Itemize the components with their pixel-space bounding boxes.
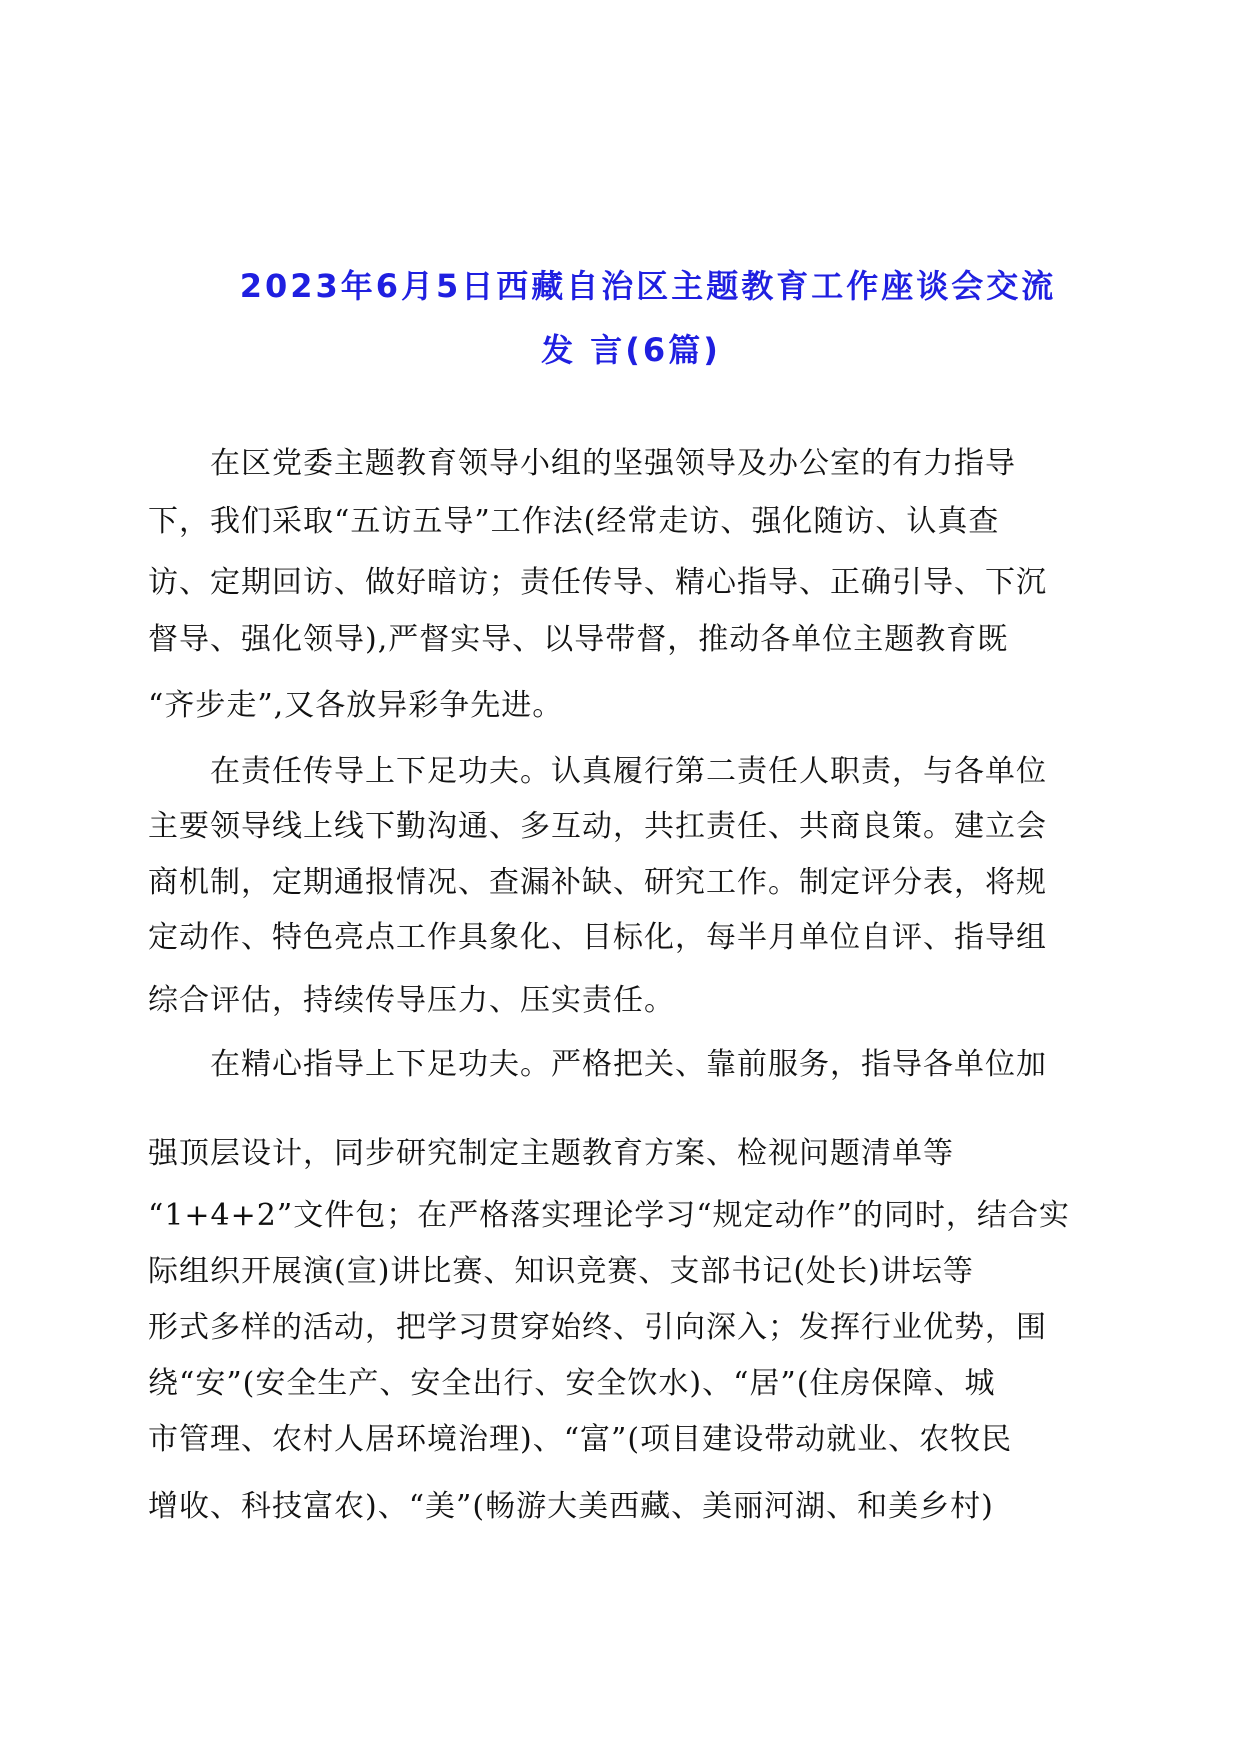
paragraph-3-line-7: 市管理、农村人居环境治理)、“富”(项目建设带动就业、农牧民 (148, 1422, 1013, 1457)
document-title-line-1: 2023年6月5日西藏自治区主题教育工作座谈会交流 (239, 267, 1057, 305)
paragraph-2-line-2: 主要领导线上线下勤沟通、多互动，共扛责任、共商良策。建立会 (148, 809, 1047, 844)
paragraph-2-line-3: 商机制，定期通报情况、查漏补缺、研究工作。制定评分表，将规 (148, 865, 1047, 900)
paragraph-3-line-5: 形式多样的活动，把学习贯穿始终、引向深入；发挥行业优势，围 (148, 1310, 1047, 1345)
document-title-line-2: 发 言(6篇) (541, 331, 721, 369)
paragraph-3-line-3: “1+4+2”文件包；在严格落实理论学习“规定动作”的同时，结合实 (148, 1198, 1070, 1233)
paragraph-3-line-8: 增收、科技富农)、“美”(畅游大美西藏、美丽河湖、和美乡村) (148, 1489, 994, 1524)
paragraph-3-line-4: 际组织开展演(宣)讲比赛、知识竞赛、支部书记(处长)讲坛等 (148, 1254, 974, 1289)
paragraph-3-line-1: 在精心指导上下足功夫。严格把关、靠前服务，指导各单位加 (210, 1047, 1047, 1082)
paragraph-2-line-5: 综合评估，持续传导压力、压实责任。 (148, 983, 675, 1018)
paragraph-1-line-4: 督导、强化领导),严督实导、以导带督，推动各单位主题教育既 (148, 622, 1009, 657)
paragraph-1-line-3: 访、定期回访、做好暗访；责任传导、精心指导、正确引导、下沉 (148, 565, 1047, 600)
paragraph-1-line-1: 在区党委主题教育领导小组的坚强领导及办公室的有力指导 (210, 446, 1016, 481)
paragraph-1-line-5: “齐步走”,又各放异彩争先进。 (148, 688, 564, 723)
paragraph-1-line-2: 下，我们采取“五访五导”工作法(经常走访、强化随访、认真查 (148, 504, 1000, 539)
paragraph-2-line-4: 定动作、特色亮点工作具象化、目标化，每半月单位自评、指导组 (148, 920, 1047, 955)
paragraph-2-line-1: 在责任传导上下足功夫。认真履行第二责任人职责，与各单位 (210, 754, 1047, 789)
paragraph-3-line-2: 强顶层设计，同步研究制定主题教育方案、检视问题清单等 (148, 1136, 954, 1171)
paragraph-3-line-6: 绕“安”(安全生产、安全出行、安全饮水)、“居”(住房保障、城 (148, 1366, 996, 1401)
